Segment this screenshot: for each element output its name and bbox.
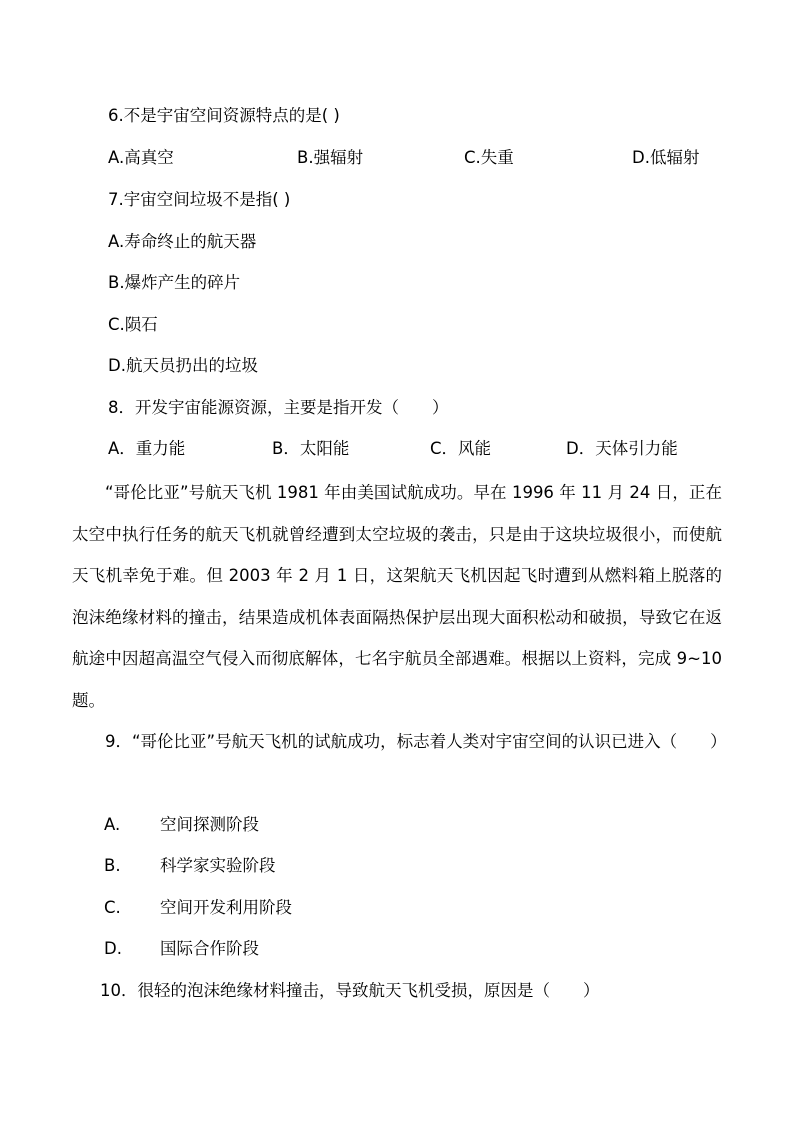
option-label: D. xyxy=(104,939,122,958)
option-text: 空间开发利用阶段 xyxy=(160,898,292,917)
question-6-option-a: A.高真空 xyxy=(108,148,174,167)
question-9-option-c xyxy=(104,896,292,920)
question-8-option-d: D．天体引力能 xyxy=(566,439,678,458)
question-6-option-c: C.失重 xyxy=(464,148,514,167)
question-9-option-b xyxy=(104,854,276,878)
option-label: C. xyxy=(104,898,121,917)
question-7-option-d: D.航天员扔出的垃圾 xyxy=(108,356,258,375)
question-8-option-a: A．重力能 xyxy=(108,439,186,458)
option-text: 科学家实验阶段 xyxy=(160,856,276,875)
reading-passage: “哥伦比亚”号航天飞机 1981 年由美国试航成功。早在 1996 年 11 月 24 日，正在太空中执行任务的航天飞机就曾经遭到太空垃圾的袭击，只是由于这块垃圾很小，而使航天飞机幸免于难。但 2003 年 2 月 1 日，这架航天飞机因起飞时遭到从燃料箱上脱落的泡沫绝缘材料的撞击，结果造成机体表面隔热保护层出现大面积松动和破损，导致它在返航途中因超高温空气侵入而彻底解体，七名宇航员全部遇难。根据以上资料，完成 9~10题。 xyxy=(72,483,722,710)
question-8-stem: 8．开发宇宙能源资源，主要是指开发（ ） xyxy=(108,398,449,417)
question-9-stem: 9．“哥伦比亚”号航天飞机的试航成功，标志着人类对宇宙空间的认识已进入（ ） xyxy=(105,732,727,751)
question-9-option-a xyxy=(104,813,259,837)
question-7-option-b: B.爆炸产生的碎片 xyxy=(108,273,241,292)
question-7-option-c: C.陨石 xyxy=(108,315,158,334)
question-6-option-b: B.强辐射 xyxy=(297,148,364,167)
question-10-stem: 10．很轻的泡沫绝缘材料撞击，导致航天飞机受损，原因是（ ） xyxy=(100,981,600,1000)
option-text: 国际合作阶段 xyxy=(160,939,259,958)
option-label: B. xyxy=(104,856,121,875)
option-text: 空间探测阶段 xyxy=(160,815,259,834)
question-7-option-a: A.寿命终止的航天器 xyxy=(108,232,257,251)
question-8-option-b: B．太阳能 xyxy=(272,439,350,458)
question-6-option-d: D.低辐射 xyxy=(632,148,700,167)
question-7-stem: 7.宇宙空间垃圾不是指( ) xyxy=(108,190,291,209)
question-6-stem: 6.不是宇宙空间资源特点的是( ) xyxy=(108,106,340,125)
question-8-option-c: C．风能 xyxy=(430,439,492,458)
question-9-option-d xyxy=(104,937,259,961)
option-label: A. xyxy=(104,815,121,834)
